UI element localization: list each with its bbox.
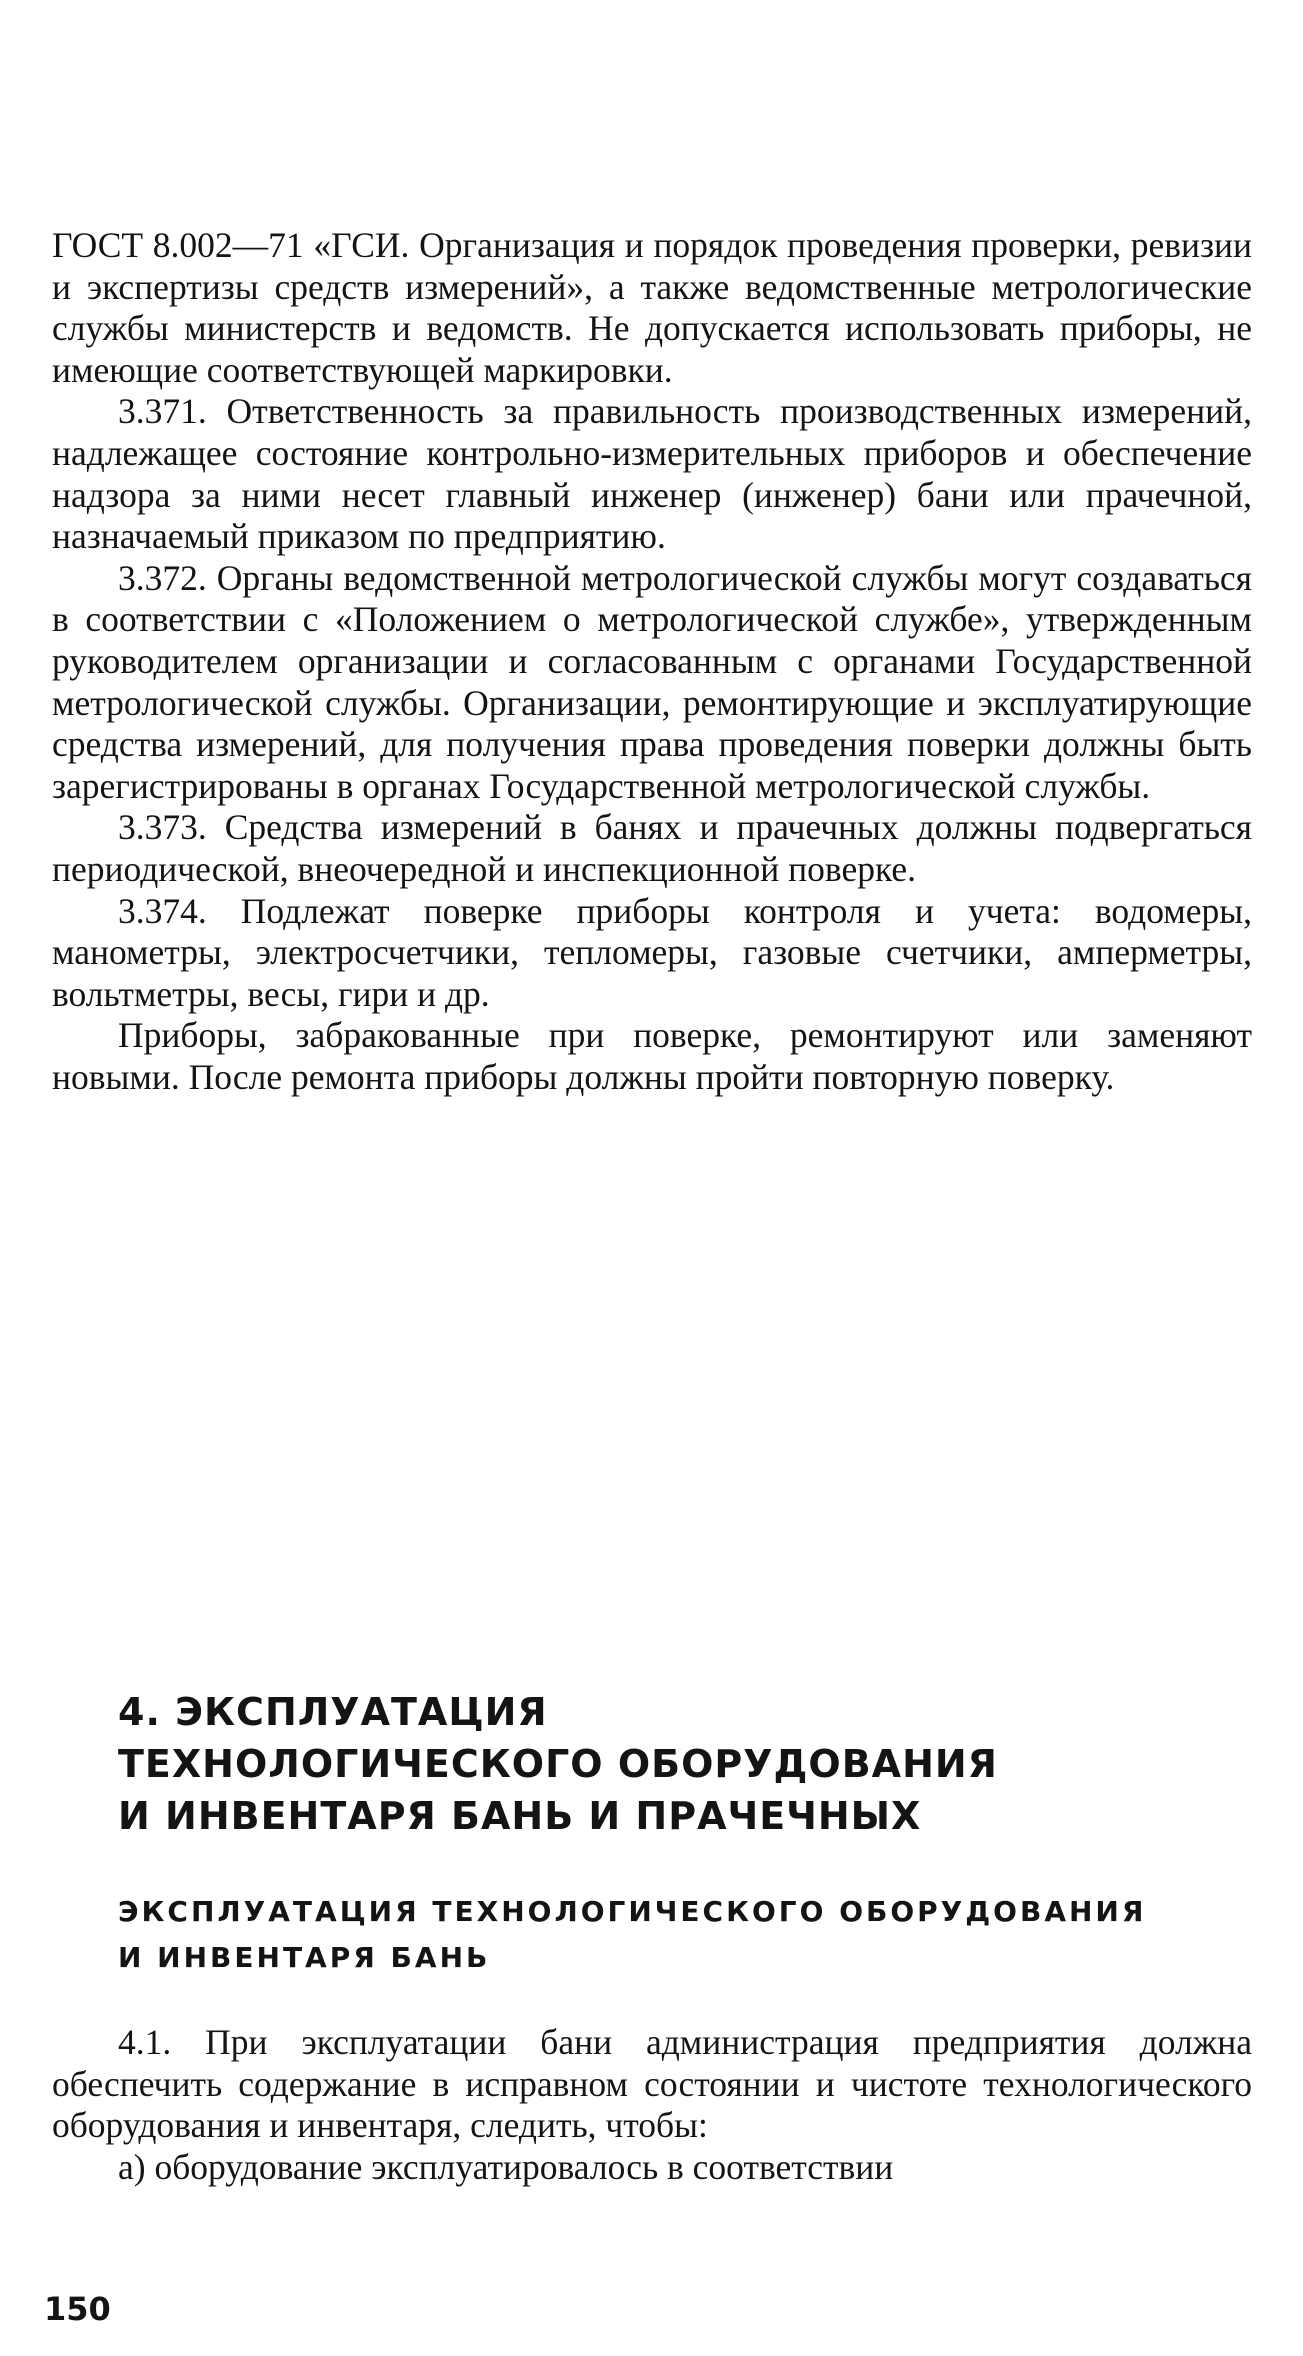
paragraph-repair: Приборы, забракованные при поверке, ремонтируют или заменяют новыми. После ремонта приборы должны пройти повторную поверку. [52, 1015, 1252, 1097]
subsection-heading [118, 1889, 1258, 1981]
section-heading-line: 4. ЭКСПЛУАТАЦИЯ [118, 1690, 548, 1734]
paragraph-gost-reference: ГОСТ 8.002—71 «ГСИ. Организация и порядок проведения проверки, ревизии и экспертизы средств измерений», а также ведомственные метрологические службы министерств и ведомств. Не допускается использовать приборы, не имеющие соответствующей маркировки. [52, 225, 1252, 390]
paragraph-3-374: 3.374. Подлежат поверке приборы контроля и учета: водомеры, манометры, электросчетчики, тепломеры, газовые счетчики, амперметры, вольтметры, весы, гири и др. [52, 890, 1252, 1014]
section-heading-line: ТЕХНОЛОГИЧЕСКОГО ОБОРУДОВАНИЯ [118, 1742, 998, 1786]
subsection-heading-line: ЭКСПЛУАТАЦИЯ ТЕХНОЛОГИЧЕСКОГО ОБОРУДОВАНИЯ [118, 1895, 1147, 1928]
paragraph-3-371: 3.371. Ответственность за правильность производственных измерений, надлежащее состояние контрольно-измерительных приборов и обеспечение надзора за ними несет главный инженер (инженер) бани или прачечной, назначаемый приказом по предприятию. [52, 391, 1252, 557]
paragraph-4-1: 4.1. При эксплуатации бани администрация предприятия должна обеспечить содержание в исправном состоянии и чистоте технологического оборудования и инвентаря, следить, чтобы: [52, 2022, 1252, 2146]
paragraph-3-373: 3.373. Средства измерений в банях и прачечных должны подвергаться периодической, внеочередной и инспекционной поверке. [52, 807, 1252, 889]
section-heading-line: И ИНВЕНТАРЯ БАНЬ И ПРАЧЕЧНЫХ [118, 1794, 922, 1838]
body-text [52, 225, 1252, 1098]
section-heading [118, 1686, 1218, 1842]
page-number: 150 [44, 2290, 111, 2328]
list-item-a: а) оборудование эксплуатировалось в соответствии [118, 2146, 894, 2187]
section-4-text [52, 2022, 1252, 2188]
subsection-heading-line: И ИНВЕНТАРЯ БАНЬ [118, 1941, 491, 1974]
paragraph-3-372: 3.372. Органы ведомственной метрологической службы могут создаваться в соответствии с «Положением о метрологической службе», утвержденным руководителем организации и согласованным с органами Государственной метрологической службы. Организации, ремонтирующие и эксплуатирующие средства измерений, для получения права проведения поверки должны быть зарегистрированы в органах Государственной метрологической службы. [52, 557, 1252, 806]
